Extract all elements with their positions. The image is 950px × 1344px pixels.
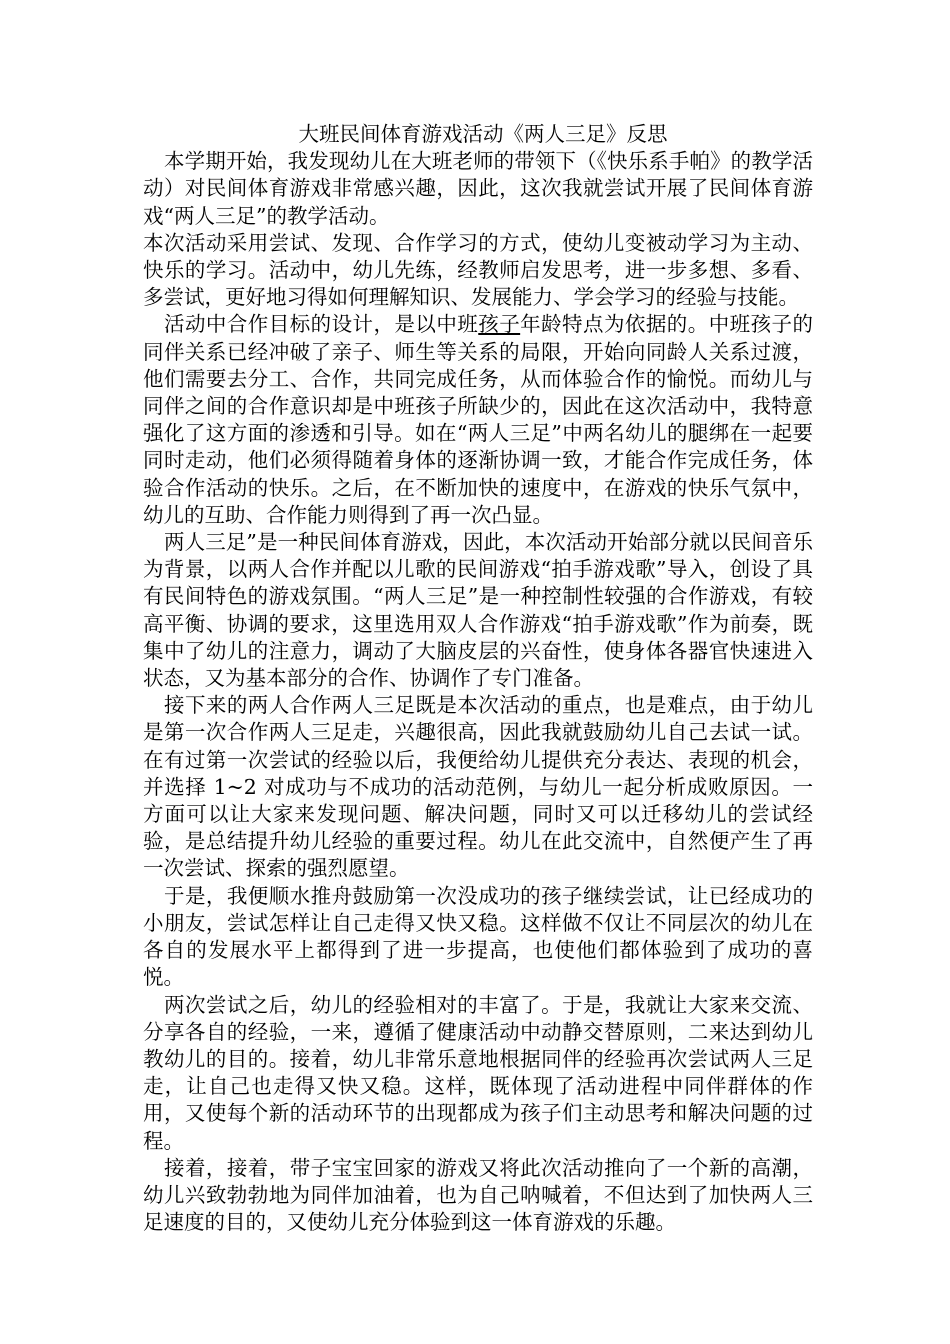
paragraph-text: 活动中合作目标的设计，是以中班 (164, 312, 479, 337)
document-title: 大班民间体育游戏活动《两人三足》反思 (298, 122, 668, 146)
paragraph-method: 本次活动采用尝试、发现、合作学习的方式，使幼儿变被动学习为主动、快乐的学习。活动中，幼儿先练，经教师启发思考，进一步多想、多看、多尝试，更好地习得如何理解知识、发展能力、学会学习的经验与技能。 (143, 230, 813, 310)
document-body (143, 121, 813, 1236)
paragraph-intro: 本学期开始，我发现幼儿在大班老师的带领下（《快乐系手帕》的教学活动）对民间体育游戏非常感兴趣，因此，这次我就尝试开展了民间体育游戏“两人三足”的教学活动。 (143, 149, 813, 228)
paragraph-share: 两次尝试之后，幼儿的经验相对的丰富了。于是，我就让大家来交流、分享各自的经验，一来，遵循了健康活动中动静交替原则，二来达到幼儿教幼儿的目的。接着，幼儿非常乐意地根据同伴的经验再次尝试两人三足走，让自己也走得又快又稳。这样，既体现了活动进程中同伴群体的作用，又使每个新的活动环节的出现都成为孩子们主动思考和解决问题的过程。 (143, 992, 813, 1153)
paragraph-encourage: 于是，我便顺水推舟鼓励第一次没成功的孩子继续尝试，让已经成功的小朋友，尝试怎样让自己走得又快又稳。这样做不仅让不同层次的幼儿在各自的发展水平上都得到了进一步提高，也使他们都体验到了成功的喜悦。 (143, 883, 813, 990)
paragraph-text: 年龄特点为依据的。中班孩子的同伴关系已经冲破了亲子、师生等关系的局限，开始向同龄人关系过渡，他们需要去分工、合作，共同完成任务，从而体验合作的愉悦。而幼儿与同伴之间的合作意识却是中班孩子所缺少的，因此在这次活动中，我特意强化了这方面的渗透和引导。如在“两人三足”中两名幼儿的腿绑在一起要同时走动，他们必须得随着身体的逐渐协调一致，才能合作完成任务，体验合作活动的快乐。之后，在不断加快的速度中，在游戏的快乐气氛中，幼儿的互助、合作能力则得到了再一次凸显。 (143, 312, 814, 527)
paragraph-cooperation-goal (143, 311, 813, 529)
paragraph-key-point: 接下来的两人合作两人三足既是本次活动的重点，也是难点，由于幼儿是第一次合作两人三足走，兴趣很高，因此我就鼓励幼儿自己去试一试。在有过第一次尝试的经验以后，我便给幼儿提供充分表达、表现的机会，并选择 1~2 对成功与不成功的活动范例，与幼儿一起分析成败原因。一方面可以让大家来发现问题、解决问题，同时又可以迁移幼儿的尝试经验，是总结提升幼儿经验的重要过程。幼儿在此交流中，自然便产生了再一次尝试、探索的强烈愿望。 (143, 693, 813, 881)
paragraph-climax: 接着，接着，带子宝宝回家的游戏又将此次活动推向了一个新的高潮，幼儿兴致勃勃地为同伴加油着，也为自己呐喊着，不但达到了加快两人三足速度的目的，又使幼儿充分体验到这一体育游戏的乐趣。 (143, 1155, 813, 1235)
underlined-word: 孩子 (478, 312, 521, 337)
paragraph-folk-game: 两人三足”是一种民间体育游戏，因此，本次活动开始部分就以民间音乐为背景，以两人合作并配以儿歌的民间游戏“拍手游戏歌”导入，创设了具有民间特色的游戏氛围。“两人三足”是一种控制性较强的合作游戏，有较高平衡、协调的要求，这里选用双人合作游戏“拍手游戏歌”作为前奏，既集中了幼儿的注意力，调动了大脑皮层的兴奋性，使身体各器官快速进入状态，又为基本部分的合作、协调作了专门准备。 (143, 530, 813, 691)
